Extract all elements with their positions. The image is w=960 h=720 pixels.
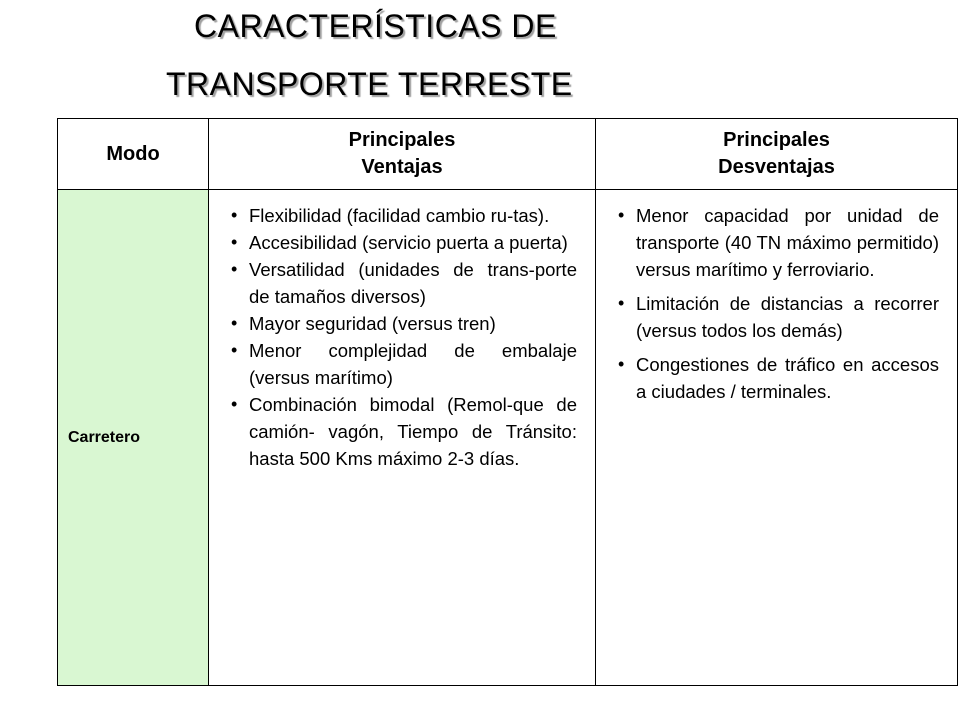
advantage-item: • Flexibilidad (facilidad cambio ru-tas). xyxy=(231,202,577,229)
advantage-item: • Menor complejidad de embalaje (versus marítimo) xyxy=(231,337,577,391)
disadvantage-item: • Congestiones de tráfico en accesos a ciudades / terminales. xyxy=(618,351,939,405)
header-disadvantages xyxy=(596,119,958,190)
advantage-item: • Combinación bimodal (Remol-que de camión- vagón, Tiempo de Tránsito: hasta 500 Kms máximo 2-3 días. xyxy=(231,391,577,472)
advantage-item: • Accesibilidad (servicio puerta a puerta) xyxy=(231,229,577,256)
header-advantages-line-2: Ventajas xyxy=(361,156,443,178)
page-title-line-1: CARACTERÍSTICAS DE xyxy=(194,8,557,44)
header-advantages xyxy=(209,119,596,190)
advantages-list xyxy=(209,190,595,472)
table-row xyxy=(58,190,958,686)
disadvantages-list xyxy=(596,190,957,405)
table-header-row xyxy=(58,119,958,190)
mode-label: Carretero xyxy=(68,428,141,446)
header-disadvantages-line-2: Desventajas xyxy=(718,156,835,178)
mode-cell xyxy=(58,190,209,686)
disadvantages-cell xyxy=(596,190,958,686)
header-disadvantages-line-1: Principales xyxy=(723,129,830,151)
advantage-item: • Versatilidad (unidades de trans-porte de tamaños diversos) xyxy=(231,256,577,310)
header-advantages-line-1: Principales xyxy=(348,129,456,151)
characteristics-table xyxy=(57,118,958,686)
header-mode-label: Modo xyxy=(106,142,160,165)
advantages-cell xyxy=(209,190,596,686)
disadvantage-item: • Menor capacidad por unidad de transporte (40 TN máximo permitido) versus marítimo y ferroviario. xyxy=(618,202,939,283)
advantage-item: • Mayor seguridad (versus tren) xyxy=(231,310,577,337)
header-mode xyxy=(58,119,209,190)
disadvantage-item: • Limitación de distancias a recorrer (versus todos los demás) xyxy=(618,290,939,344)
page-title-line-2: TRANSPORTE TERRESTE xyxy=(166,66,573,102)
